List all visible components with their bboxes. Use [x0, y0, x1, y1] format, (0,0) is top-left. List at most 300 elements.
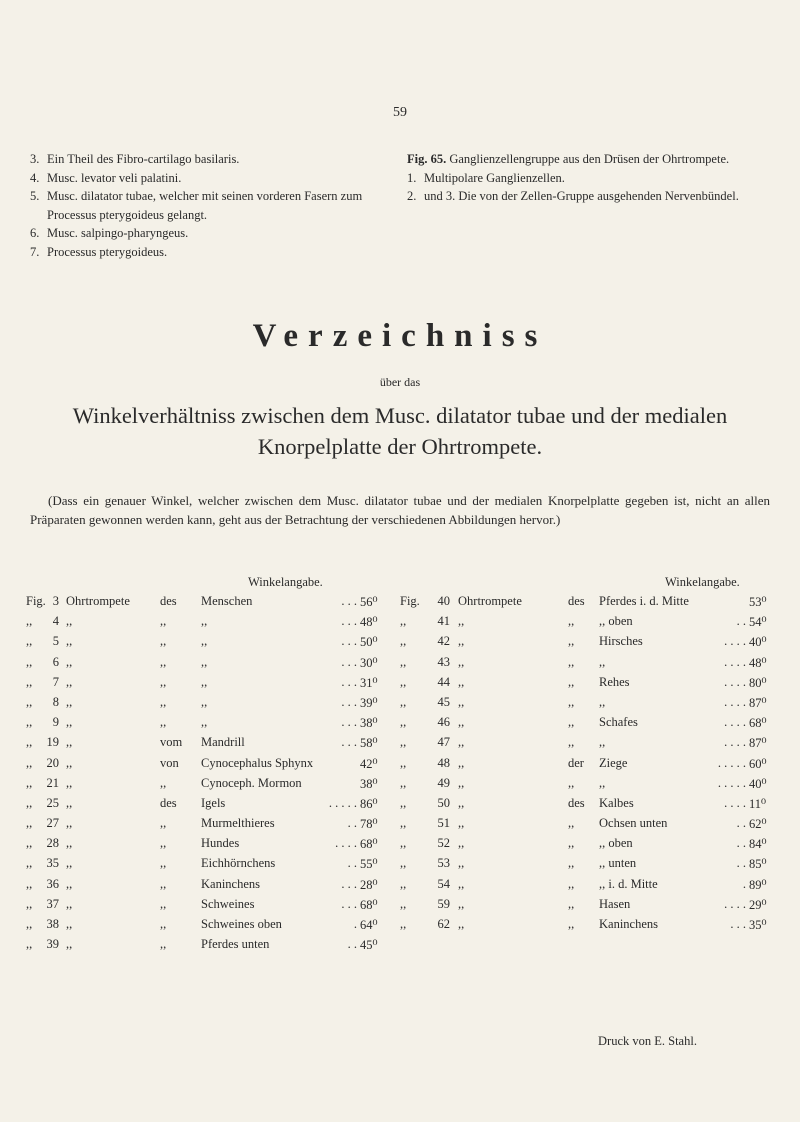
cell-angle: 54⁰ [749, 615, 767, 630]
cell-c4: Schafes [599, 715, 638, 730]
cell-c3: ,, [568, 614, 575, 629]
cell-c3: ,, [568, 715, 575, 730]
cell-c4: Kaninchens [599, 917, 659, 931]
cell-c3: ,, [160, 674, 167, 689]
cell-c4: Mandrill [201, 735, 245, 750]
cell-num: 6 [52, 654, 59, 669]
cell-num: 5 [52, 634, 59, 649]
cell-c2: ,, [458, 775, 465, 790]
cell-dots: . . . . . [717, 755, 746, 770]
cell-dots: . . . . [335, 836, 357, 851]
left-column-header: Winkelangabe. [248, 575, 323, 589]
cell-angle: 56⁰ [360, 595, 378, 609]
cell-c3: vom [160, 735, 183, 750]
cell-c3: ,, [160, 876, 167, 891]
cell-num: 62 [437, 917, 450, 931]
cell-c4: Kalbes [599, 795, 634, 810]
cell-c3: ,, [160, 937, 167, 952]
cell-c2: ,, [458, 836, 465, 851]
page-title: Verzeichniss [252, 318, 548, 354]
cell-fig: ,, [26, 674, 33, 689]
cell-c3: ,, [568, 674, 575, 689]
table-row [400, 634, 772, 654]
cell-dots: . . . . [724, 795, 746, 810]
cell-c4: Hasen [599, 896, 631, 911]
cell-c2: ,, [66, 674, 73, 689]
cell-dots: . . [736, 856, 746, 871]
cell-angle: 31⁰ [360, 675, 378, 690]
figure-item [407, 169, 777, 188]
cell-dots: . . . [341, 674, 357, 689]
cell-fig: ,, [400, 614, 407, 629]
table-row [26, 735, 396, 755]
table-row [400, 715, 772, 735]
cell-c4: Hirsches [599, 634, 643, 649]
table-row [400, 836, 772, 856]
legend-item [30, 243, 365, 262]
cell-dots: . [353, 917, 357, 931]
cell-c2: ,, [66, 755, 73, 770]
cell-num: 40 [437, 594, 450, 608]
cell-c4: Schweines oben [201, 917, 282, 931]
cell-c2: ,, [66, 856, 73, 871]
cell-c4: Eichhörnchens [201, 856, 276, 871]
table-row [400, 816, 772, 836]
cell-c4: ,, [201, 614, 208, 629]
cell-c4: Cynocephalus Sphynx [201, 755, 314, 770]
cell-angle: 28⁰ [360, 877, 378, 892]
table-row [400, 675, 772, 695]
cell-c2: ,, [66, 836, 73, 851]
cell-fig: ,, [26, 876, 33, 891]
cell-c3: des [160, 594, 177, 608]
cell-fig: ,, [26, 896, 33, 911]
legend-item-number: 7. [30, 244, 40, 259]
cell-c3: ,, [160, 694, 167, 709]
cell-num: 52 [437, 836, 450, 851]
cell-num: 41 [437, 614, 450, 629]
cell-c4: Ziege [599, 755, 628, 770]
figure-legend-right [407, 150, 777, 206]
cell-c3: ,, [160, 816, 167, 831]
table-row [26, 715, 396, 735]
table-row [400, 897, 772, 917]
cell-angle: 68⁰ [749, 716, 767, 731]
cell-c3: ,, [160, 775, 167, 790]
cell-num: 43 [437, 654, 450, 669]
table-row [400, 735, 772, 755]
cell-dots: . . . . [724, 634, 746, 649]
cell-angle: 50⁰ [360, 635, 378, 650]
cell-c2: ,, [458, 634, 465, 649]
left-table [26, 594, 396, 957]
cell-c3: ,, [568, 856, 575, 871]
cell-c4: Pferdes i. d. Mitte [599, 594, 689, 608]
cell-fig: Fig. [400, 594, 420, 608]
cell-c3: ,, [160, 917, 167, 931]
cell-c4: Pferdes unten [201, 937, 270, 952]
legend-item [30, 150, 365, 169]
cell-angle: 42⁰ [360, 756, 378, 771]
cell-fig: ,, [400, 836, 407, 851]
cell-c4: Menschen [201, 594, 253, 608]
cell-num: 4 [52, 614, 59, 629]
legend-item-text: Musc. salpingo-pharyngeus. [47, 226, 189, 241]
cell-c2: ,, [458, 614, 465, 629]
cell-c2: ,, [66, 795, 73, 810]
cell-dots: . . . . [724, 715, 746, 730]
cell-num: 44 [437, 674, 450, 689]
cell-num: 25 [46, 795, 59, 810]
cell-angle: 68⁰ [360, 837, 378, 852]
cell-angle: 84⁰ [749, 837, 767, 852]
table-row [400, 695, 772, 715]
cell-c2: ,, [66, 917, 73, 931]
figure-label: Fig. 65. [407, 152, 447, 166]
cell-c2: ,, [458, 694, 465, 709]
cell-fig: ,, [400, 876, 407, 891]
cell-dots: . . [347, 937, 357, 952]
cell-c2: ,, [66, 735, 73, 750]
cell-dots: . . . [341, 896, 357, 911]
cell-angle: 30⁰ [360, 655, 378, 670]
cell-fig: ,, [400, 816, 407, 831]
cell-c2: ,, [66, 816, 73, 831]
figure-caption [407, 150, 777, 169]
cell-c2: ,, [66, 654, 73, 669]
cell-c4: ,, [201, 634, 208, 649]
figure-item-number: 2. [407, 189, 417, 204]
cell-dots: . [742, 876, 746, 891]
subtitle-line-1: Winkelverhältniss zwischen dem Musc. dilatator tubae und der medialen [72, 403, 728, 428]
cell-c2: ,, [458, 876, 465, 891]
cell-fig: ,, [400, 634, 407, 649]
cell-angle: 38⁰ [360, 776, 378, 791]
cell-num: 54 [437, 876, 450, 891]
title-connector: über das [379, 375, 421, 389]
cell-c4: Kaninchens [201, 876, 261, 891]
cell-angle: 60⁰ [749, 756, 767, 771]
right-table [400, 594, 772, 937]
cell-c4: ,, [599, 775, 606, 790]
intro-text: (Dass ein genauer Winkel, welcher zwischen dem Musc. dilatator tubae und der medialen Knorpelplatte gegeben ist, nicht an allen Präparaten gewonnen werden kann, geht aus der Betrachtung der verschiedenen Abbildungen hervor.) [30, 493, 770, 527]
cell-c4: Ochsen unten [599, 816, 668, 831]
figure-item [407, 187, 777, 206]
legend-item-number: 4. [30, 170, 40, 185]
cell-fig: ,, [26, 795, 33, 810]
cell-fig: ,, [26, 775, 33, 790]
cell-c4: ,, [201, 654, 208, 669]
cell-fig: ,, [26, 694, 33, 709]
cell-fig: ,, [400, 674, 407, 689]
legend-item [30, 187, 365, 224]
cell-num: 53 [437, 856, 450, 871]
cell-fig: ,, [26, 755, 33, 770]
table-row [26, 614, 396, 634]
cell-angle: 38⁰ [360, 716, 378, 731]
cell-c3: ,, [160, 715, 167, 730]
table-row [26, 877, 396, 897]
subtitle-line-2: Knorpelplatte der Ohrtrompete. [257, 434, 543, 459]
cell-c3: ,, [568, 694, 575, 709]
figure-item-number: 1. [407, 170, 417, 185]
cell-fig: ,, [400, 654, 407, 669]
cell-angle: 29⁰ [749, 897, 767, 912]
cell-angle: 62⁰ [749, 817, 767, 832]
figure-item-text: Multipolare Ganglienzellen. [424, 170, 565, 185]
table-row [400, 796, 772, 816]
cell-dots: . . . [341, 876, 357, 891]
cell-fig: ,, [400, 694, 407, 709]
cell-c4: Igels [201, 795, 226, 810]
table-row [26, 756, 396, 776]
table-row [26, 594, 396, 614]
cell-dots: . . . . [724, 694, 746, 709]
table-row [400, 856, 772, 876]
cell-c2: ,, [66, 715, 73, 730]
cell-c2: ,, [458, 654, 465, 669]
cell-num: 45 [437, 694, 450, 709]
cell-num: 35 [46, 856, 59, 871]
cell-c3: des [568, 594, 585, 608]
cell-c3: ,, [568, 816, 575, 831]
printer-credit: Druck von E. Stahl. [598, 1034, 697, 1048]
table-row [26, 937, 396, 957]
cell-dots: . . . [730, 917, 746, 931]
legend-item-text: Processus pterygoideus. [47, 244, 168, 259]
cell-fig: ,, [26, 816, 33, 831]
cell-c2: ,, [66, 775, 73, 790]
table-row [26, 655, 396, 675]
cell-fig: Fig. [26, 594, 46, 608]
cell-angle: 48⁰ [360, 615, 378, 630]
cell-angle: 40⁰ [749, 635, 767, 650]
cell-c3: ,, [568, 775, 575, 790]
cell-num: 19 [46, 735, 59, 750]
cell-fig: ,, [26, 634, 33, 649]
cell-angle: 85⁰ [749, 857, 767, 872]
cell-c2: Ohrtrompete [66, 594, 130, 608]
cell-num: 46 [437, 715, 450, 730]
cell-c2: ,, [458, 735, 465, 750]
cell-dots: . . . [341, 735, 357, 750]
legend-item-number: 3. [30, 152, 40, 166]
table-row [26, 796, 396, 816]
cell-c2: Ohrtrompete [458, 594, 522, 608]
table-row [26, 816, 396, 836]
cell-angle: 86⁰ [360, 796, 378, 811]
cell-angle: 35⁰ [749, 918, 767, 932]
cell-num: 20 [46, 755, 59, 770]
cell-fig: ,, [400, 735, 407, 750]
cell-dots: . . . [341, 634, 357, 649]
cell-c2: ,, [66, 876, 73, 891]
figure-caption-text: Ganglienzellengruppe aus den Drüsen der Ohrtrompete. [449, 152, 730, 166]
cell-c4: ,, [201, 674, 208, 689]
cell-num: 51 [437, 816, 450, 831]
cell-num: 37 [46, 896, 59, 911]
cell-c4: ,, [201, 715, 208, 730]
cell-num: 49 [437, 775, 450, 790]
legend-item-text: Musc. levator veli palatini. [47, 170, 182, 185]
cell-fig: ,, [400, 856, 407, 871]
legend-item-text: Musc. dilatator tubae, welcher mit seinen vorderen Fasern zum Processus pterygoideus gelangt. [47, 189, 363, 222]
cell-dots: . . [736, 816, 746, 831]
cell-angle: 87⁰ [749, 695, 767, 710]
cell-c3: ,, [568, 917, 575, 931]
cell-c4: ,, [599, 735, 606, 750]
cell-c2: ,, [66, 634, 73, 649]
cell-fig: ,, [26, 937, 33, 952]
cell-c2: ,, [458, 755, 465, 770]
cell-dots: . . . . [724, 654, 746, 669]
cell-num: 42 [437, 634, 450, 649]
cell-c4: ,, oben [599, 836, 633, 851]
figure-legend-left [30, 150, 365, 262]
cell-num: 7 [52, 674, 59, 689]
cell-num: 59 [437, 896, 450, 911]
cell-c3: von [160, 755, 179, 770]
cell-c2: ,, [66, 896, 73, 911]
figure-item-text: und 3. Die von der Zellen-Gruppe ausgehenden Nervenbündel. [424, 189, 739, 204]
cell-num: 47 [437, 735, 450, 750]
cell-dots: . . [736, 836, 746, 851]
cell-angle: 80⁰ [749, 675, 767, 690]
cell-fig: ,, [26, 856, 33, 871]
cell-fig: ,, [400, 715, 407, 730]
cell-c4: ,, i. d. Mitte [599, 876, 658, 891]
cell-c3: ,, [568, 634, 575, 649]
cell-c2: ,, [66, 694, 73, 709]
cell-num: 50 [437, 795, 450, 810]
table-row [400, 655, 772, 675]
cell-c4: ,, [599, 654, 606, 669]
cell-angle: 89⁰ [749, 877, 767, 892]
table-row [400, 756, 772, 776]
cell-dots: . . . . [724, 674, 746, 689]
cell-angle: 55⁰ [360, 857, 378, 872]
table-row [400, 594, 772, 614]
cell-c2: ,, [458, 917, 465, 931]
table-row [26, 917, 396, 937]
table-row [26, 836, 396, 856]
cell-angle: 53⁰ [749, 595, 767, 609]
cell-c3: ,, [568, 836, 575, 851]
cell-num: 27 [46, 816, 59, 831]
cell-angle: 45⁰ [360, 938, 378, 953]
cell-fig: ,, [26, 654, 33, 669]
cell-c4: ,, [599, 694, 606, 709]
cell-c3: ,, [160, 654, 167, 669]
cell-angle: 87⁰ [749, 736, 767, 751]
cell-num: 38 [46, 917, 59, 931]
legend-item [30, 224, 365, 243]
cell-num: 36 [46, 876, 59, 891]
cell-c3: ,, [160, 634, 167, 649]
cell-c3: der [568, 755, 584, 770]
cell-angle: 68⁰ [360, 897, 378, 912]
cell-fig: ,, [26, 614, 33, 629]
cell-c3: ,, [160, 896, 167, 911]
cell-angle: 48⁰ [749, 655, 767, 670]
cell-num: 8 [52, 694, 59, 709]
table-row [26, 675, 396, 695]
legend-item-number: 6. [30, 226, 40, 241]
table-row [26, 695, 396, 715]
cell-dots: . . . [341, 654, 357, 669]
table-row [26, 634, 396, 654]
cell-num: 3 [52, 594, 59, 608]
table-row [26, 856, 396, 876]
cell-angle: 11⁰ [749, 796, 767, 811]
cell-c3: ,, [568, 735, 575, 750]
cell-c4: Rehes [599, 674, 630, 689]
cell-dots: . . . [341, 694, 357, 709]
page-number: 59 [393, 105, 407, 120]
table-row [26, 897, 396, 917]
table-row [400, 917, 772, 937]
cell-dots: . . [736, 614, 746, 629]
cell-c4: ,, unten [599, 856, 637, 871]
cell-fig: ,, [400, 755, 407, 770]
cell-dots: . . . . [724, 896, 746, 911]
table-row [400, 877, 772, 897]
cell-c4: Murmelthieres [201, 816, 275, 831]
cell-c4: Schweines [201, 896, 255, 911]
cell-c3: ,, [160, 614, 167, 629]
cell-num: 39 [46, 937, 59, 952]
cell-fig: ,, [400, 896, 407, 911]
right-column-header: Winkelangabe. [665, 575, 740, 589]
cell-c2: ,, [458, 715, 465, 730]
cell-fig: ,, [400, 795, 407, 810]
cell-c3: ,, [568, 876, 575, 891]
cell-c3: ,, [160, 836, 167, 851]
cell-c2: ,, [458, 795, 465, 810]
cell-c3: ,, [568, 654, 575, 669]
cell-c4: Cynoceph. Mormon [201, 775, 302, 790]
cell-c2: ,, [458, 816, 465, 831]
cell-c3: des [160, 795, 177, 810]
cell-dots: . . [347, 856, 357, 871]
legend-item-text: Ein Theil des Fibro-cartilago basilaris. [47, 152, 240, 166]
cell-c4: Hundes [201, 836, 240, 851]
table-row [26, 776, 396, 796]
cell-c4: ,, [201, 694, 208, 709]
intro-paragraph [30, 492, 770, 529]
cell-c2: ,, [66, 937, 73, 952]
cell-c2: ,, [458, 896, 465, 911]
cell-dots: . . . . [724, 735, 746, 750]
cell-c4: ,, oben [599, 614, 633, 629]
cell-c3: ,, [160, 856, 167, 871]
legend-item-number: 5. [30, 189, 40, 204]
cell-dots: . . . [341, 594, 357, 608]
table-row [400, 776, 772, 796]
cell-fig: ,, [26, 735, 33, 750]
cell-fig: ,, [26, 715, 33, 730]
cell-dots: . . . [341, 715, 357, 730]
cell-c3: ,, [568, 896, 575, 911]
cell-fig: ,, [400, 775, 407, 790]
cell-angle: 39⁰ [360, 695, 378, 710]
cell-c2: ,, [66, 614, 73, 629]
cell-angle: 78⁰ [360, 817, 378, 832]
cell-num: 48 [437, 755, 450, 770]
cell-num: 21 [46, 775, 59, 790]
table-row [400, 614, 772, 634]
cell-fig: ,, [26, 917, 33, 931]
